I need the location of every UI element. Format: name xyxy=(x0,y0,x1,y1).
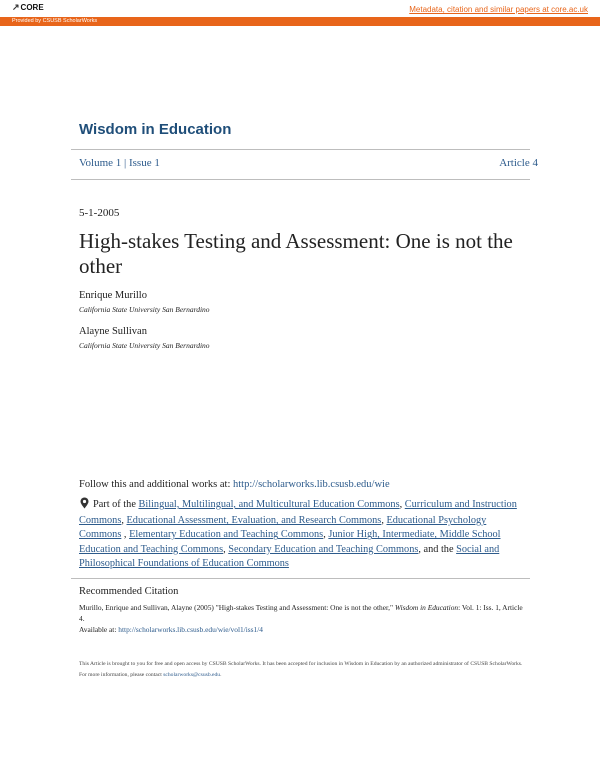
author-name: Enrique Murillo xyxy=(79,290,147,301)
commons-link[interactable]: Educational Assessment, Evaluation, and Research Commons xyxy=(126,515,382,527)
part-of-prefix: Part of the xyxy=(93,499,139,510)
volume-issue-separator: | xyxy=(124,157,127,169)
volume-issue-line xyxy=(79,157,160,169)
part-of-commons: Part of the Bilingual, Multilingual, and Multicultural Education Commons, Curriculum and Instruction Commons, Educational Assessment, Evaluation, and Research Commons, Educational Psychology Commons , Elementary Education and Teaching Commons, Junior High, Intermediate, Middle School Education and Teaching Commons, Secondary Education and Teaching Commons, and the Social and Philosophical Foundations of Education Commons xyxy=(79,499,517,569)
follow-line xyxy=(79,479,390,490)
citation-text: Murillo, Enrique and Sullivan, Alayne (2005) "High-stakes Testing and Assessment: One is not the other," Wisdom in Education: Vol. 1: Iss. 1, Article 4. Available at: http://scholarworks.lib.csusb.edu/wie/vol1/iss1/4 xyxy=(79,603,523,634)
network-pin-icon xyxy=(79,497,90,514)
volume-link[interactable]: Volume 1 xyxy=(79,157,122,169)
provided-by-bar xyxy=(0,17,600,26)
header-divider-top xyxy=(71,149,530,150)
paper-title: High-stakes Testing and Assessment: One is not the other xyxy=(79,229,513,278)
contact-email-link[interactable]: scholarworks@csusb.edu xyxy=(163,672,221,678)
provided-by-text[interactable]: Provided by CSUSB ScholarWorks xyxy=(12,18,98,24)
commons-link[interactable]: Bilingual, Multilingual, and Multicultural Education Commons xyxy=(138,499,400,510)
follow-text: Follow this and additional works at: xyxy=(79,479,233,490)
article-number-link[interactable]: Article 4 xyxy=(499,157,538,169)
commons-link[interactable]: Elementary Education and Teaching Commons xyxy=(129,529,324,541)
citation-journal: Wisdom in Education xyxy=(394,603,459,612)
recommended-citation-heading: Recommended Citation xyxy=(79,586,179,597)
commons-link[interactable]: Secondary Education and Teaching Commons xyxy=(228,543,419,555)
author-affiliation: California State University San Bernardino xyxy=(79,305,210,314)
publication-date: 5-1-2005 xyxy=(79,207,120,219)
follow-url-link[interactable]: http://scholarworks.lib.csusb.edu/wie xyxy=(233,479,390,490)
commons-link[interactable]: Curriculum and Instruction Commons xyxy=(79,499,517,527)
citation-url-link[interactable]: http://scholarworks.lib.csusb.edu/wie/vol1/iss1/4 xyxy=(118,625,263,634)
core-banner xyxy=(0,0,600,17)
journal-title[interactable]: Wisdom in Education xyxy=(79,121,232,138)
header-divider-bottom xyxy=(71,179,530,180)
issue-link[interactable]: Issue 1 xyxy=(128,157,160,169)
author-affiliation: California State University San Bernardino xyxy=(79,341,210,350)
author-name: Alayne Sullivan xyxy=(79,326,147,337)
core-logo-icon: ↗ xyxy=(12,2,20,12)
commons-link[interactable]: Social and Philosophical Foundations of Education Commons xyxy=(79,543,500,569)
citation-divider xyxy=(71,578,530,579)
core-logo[interactable] xyxy=(12,2,44,13)
core-metadata-link[interactable]: Metadata, citation and similar papers at core.ac.uk xyxy=(409,5,588,14)
footer-notice: This Article is brought to you for free and open access by CSUSB ScholarWorks. It has been accepted for inclusion in Wisdom in Education by an authorized administrator of CSUSB ScholarWorks. For more information, please contact scholarworks@csusb.edu. xyxy=(79,661,523,678)
commons-link[interactable]: Junior High, Intermediate, Middle School Education and Teaching Commons xyxy=(79,529,501,555)
core-logo-text: CORE xyxy=(20,3,44,12)
commons-link[interactable]: Educational Psychology Commons xyxy=(79,515,487,541)
